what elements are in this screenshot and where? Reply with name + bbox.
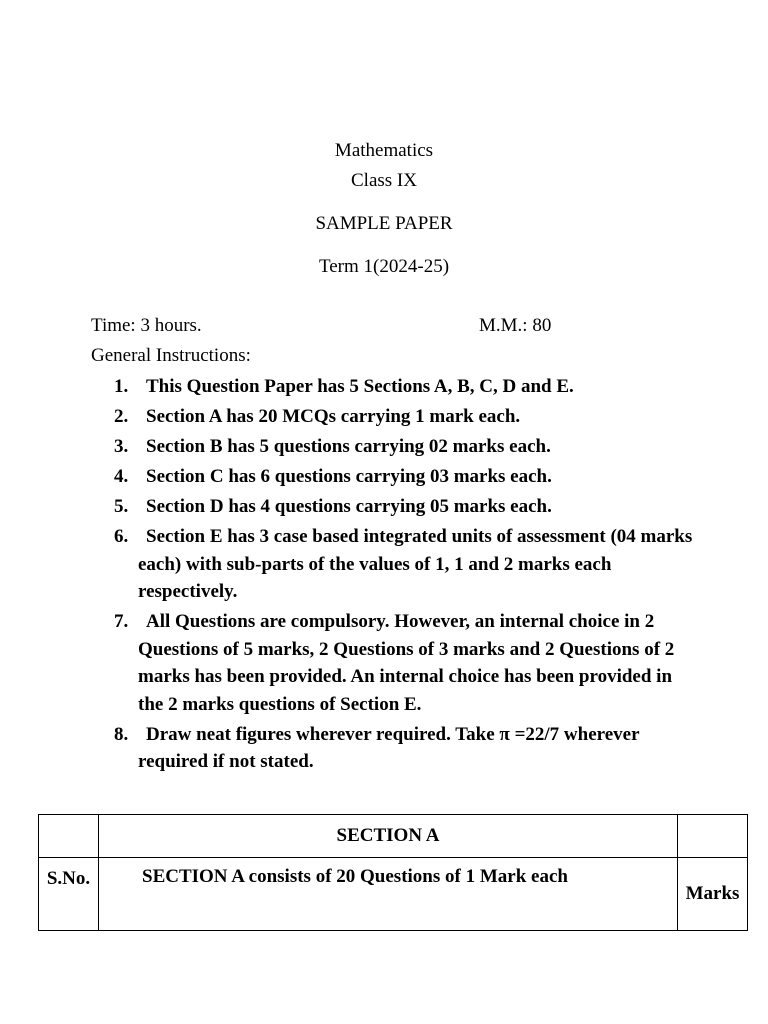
instructions-heading: General Instructions: bbox=[91, 345, 251, 366]
section-title-row bbox=[39, 815, 748, 858]
instruction-number: 3. bbox=[114, 436, 129, 457]
instruction-number: 7. bbox=[114, 611, 129, 632]
instruction-item bbox=[114, 463, 694, 491]
instruction-text: All Questions are compulsory. However, an internal choice in 2 Questions of 5 marks, 2 Questions of 3 marks and 2 Questions of 2 marks has been provided. An internal choice has been provided in the 2 marks questions of Section E. bbox=[138, 611, 675, 715]
instruction-text: Section E has 3 case based integrated units of assessment (04 marks each) with sub-parts of the values of 1, 1 and 2 marks each respectively. bbox=[138, 526, 693, 602]
instruction-text: This Question Paper has 5 Sections A, B, C, D and E. bbox=[146, 376, 574, 397]
instruction-text: Section D has 4 questions carrying 05 marks each. bbox=[146, 496, 552, 517]
subject-title: Mathematics bbox=[334, 140, 434, 161]
marks-header: Marks bbox=[678, 858, 748, 931]
empty-cell bbox=[39, 815, 99, 858]
paper-type-title: SAMPLE PAPER bbox=[315, 213, 453, 234]
time-label: Time: 3 hours. bbox=[91, 315, 202, 336]
instruction-item bbox=[114, 403, 694, 431]
instruction-item bbox=[114, 433, 694, 461]
section-header-row bbox=[39, 858, 748, 931]
section-a-table bbox=[38, 814, 748, 931]
instruction-text: Section A has 20 MCQs carrying 1 mark each. bbox=[146, 406, 521, 427]
sno-header: S.No. bbox=[39, 858, 99, 931]
term-label: Term 1(2024-25) bbox=[318, 256, 450, 277]
empty-cell bbox=[678, 815, 748, 858]
instruction-item bbox=[114, 721, 694, 776]
max-marks-label: M.M.: 80 bbox=[479, 315, 552, 336]
instruction-text: Draw neat figures wherever required. Take π =22/7 wherever required if not stated. bbox=[138, 723, 640, 772]
instruction-item bbox=[114, 493, 694, 521]
section-description: SECTION A consists of 20 Questions of 1 Mark each bbox=[99, 858, 678, 931]
instruction-item bbox=[114, 608, 694, 718]
instruction-text: Section C has 6 questions carrying 03 marks each. bbox=[146, 466, 552, 487]
instruction-number: 8. bbox=[114, 723, 129, 745]
instruction-number: 5. bbox=[114, 496, 129, 517]
instructions-list bbox=[114, 373, 694, 778]
instruction-number: 6. bbox=[114, 526, 129, 547]
section-title: SECTION A bbox=[99, 815, 678, 858]
instruction-item bbox=[114, 373, 694, 401]
instruction-text: Section B has 5 questions carrying 02 marks each. bbox=[146, 436, 551, 457]
instruction-number: 4. bbox=[114, 466, 129, 487]
instruction-number: 2. bbox=[114, 406, 129, 427]
instruction-number: 1. bbox=[114, 376, 129, 397]
class-label: Class IX bbox=[351, 170, 417, 191]
instruction-item bbox=[114, 523, 694, 606]
